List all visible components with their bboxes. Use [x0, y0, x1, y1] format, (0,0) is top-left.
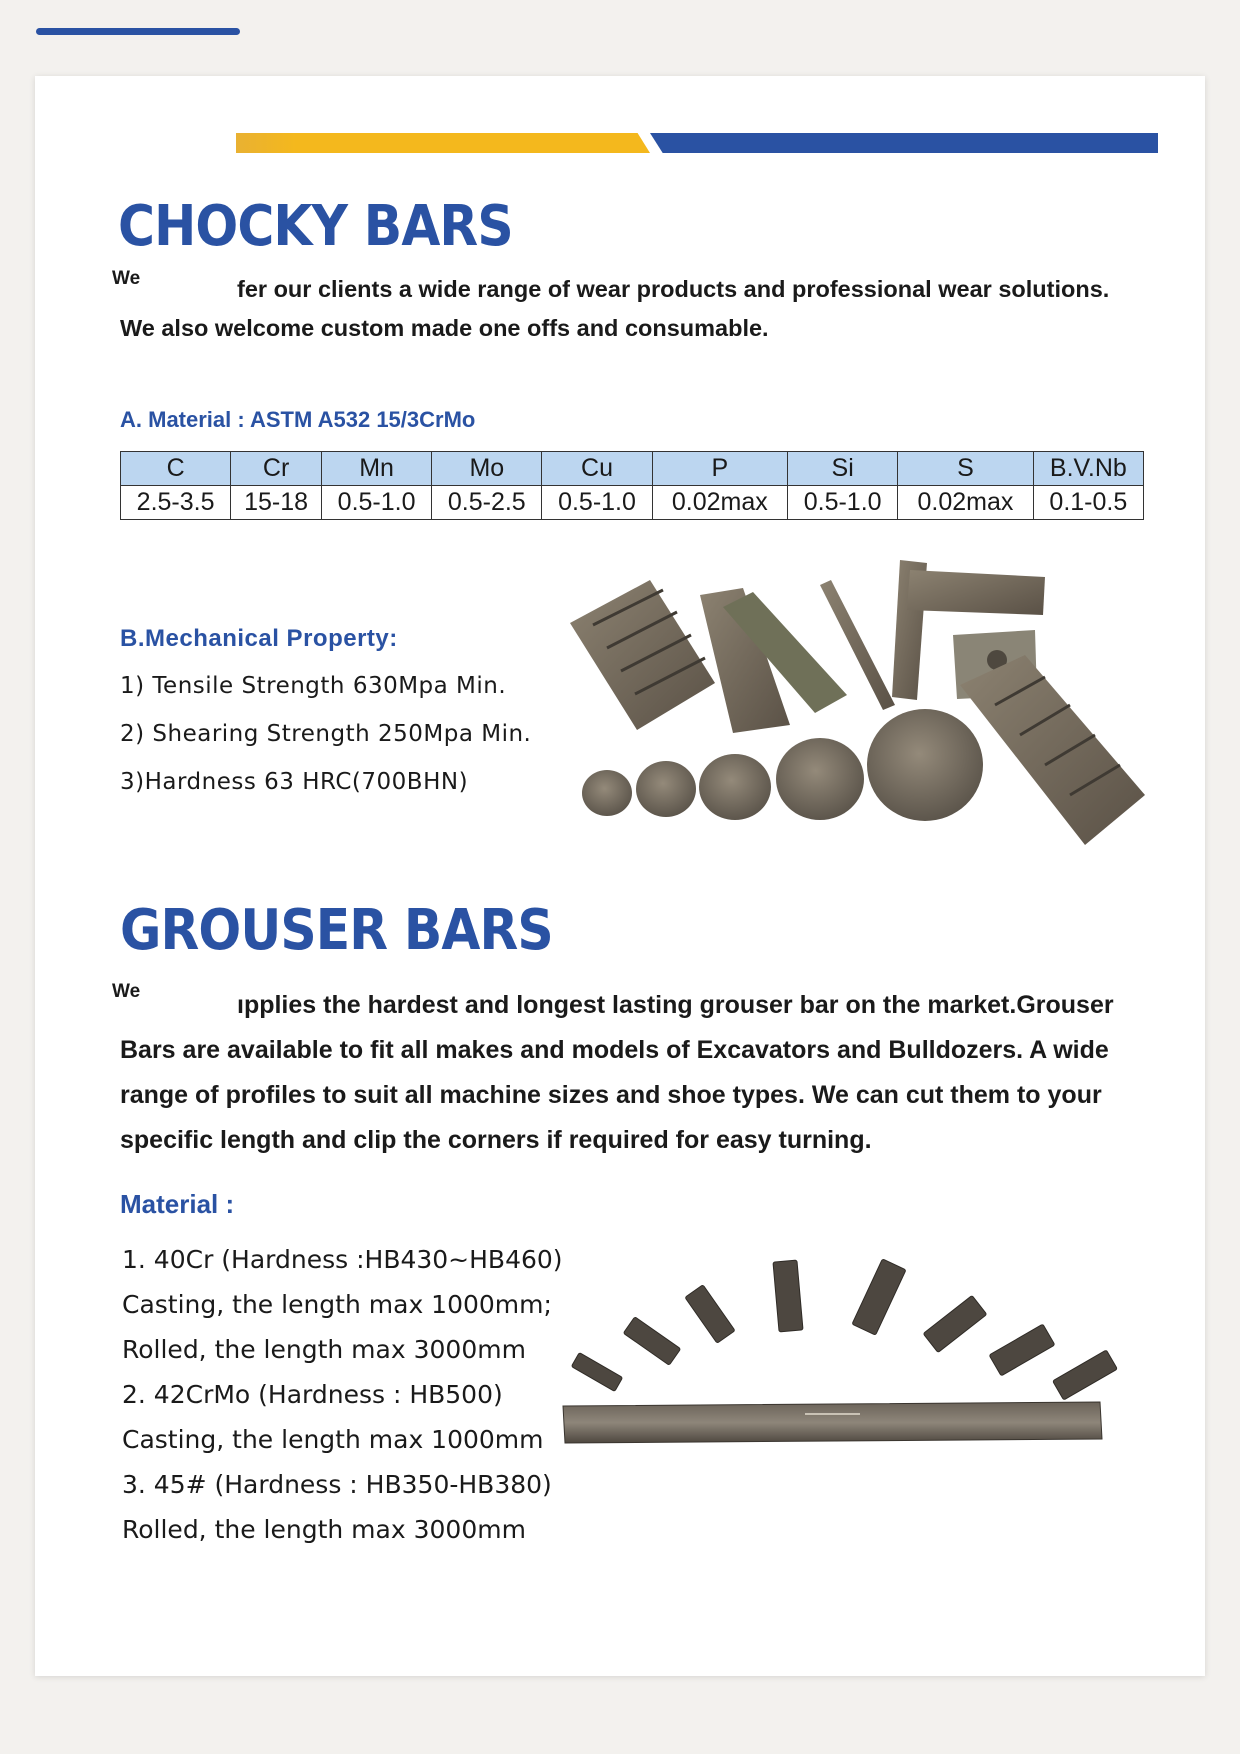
grouser-intro-line: Bars are available to fit all makes and models of Excavators and Bulldozers. A wide: [120, 1036, 1109, 1064]
table-header-cell: Cr: [231, 452, 322, 486]
grouser-material-line: Rolled, the length max 3000mm: [122, 1515, 526, 1544]
table-header-cell: P: [652, 452, 787, 486]
mechanical-property-item: 2) Shearing Strength 250Mpa Min.: [120, 721, 532, 747]
table-header-cell: C: [121, 452, 231, 486]
chocky-intro-we: We: [112, 268, 141, 289]
yellow-stripe: [236, 133, 650, 153]
chocky-intro-line2: We also welcome custom made one offs and consumable.: [120, 315, 769, 341]
composition-header-row: [121, 452, 1144, 486]
table-cell: 0.5-1.0: [542, 486, 652, 520]
table-header-cell: S: [898, 452, 1033, 486]
header-stripe: [236, 133, 1158, 153]
chocky-bars-title: CHOCKY BARS: [118, 194, 513, 259]
table-header-cell: B.V.Nb: [1033, 452, 1143, 486]
table-header-cell: Cu: [542, 452, 652, 486]
grouser-intro-line: range of profiles to suit all machine sizes and shoe types. We can cut them to your: [120, 1081, 1102, 1109]
table-cell: 0.02max: [652, 486, 787, 520]
grouser-material-line: 2. 42CrMo (Hardness : HB500): [122, 1380, 503, 1409]
chocky-bars-product-image: [565, 555, 1150, 855]
grouser-material-line: 3. 45# (Hardness : HB350-HB380): [122, 1470, 552, 1499]
composition-table: [120, 451, 1144, 520]
table-cell: 0.1-0.5: [1033, 486, 1143, 520]
grouser-material-line: 1. 40Cr (Hardness :HB430~HB460): [122, 1245, 563, 1274]
table-cell: 0.02max: [898, 486, 1033, 520]
chocky-material-label: A. Material : ASTM A532 15/3CrMo: [120, 407, 476, 432]
table-cell: 0.5-1.0: [322, 486, 432, 520]
table-cell: 15-18: [231, 486, 322, 520]
top-accent-rule: [36, 28, 240, 35]
mechanical-property-item: 3)Hardness 63 HRC(700BHN): [120, 769, 469, 795]
grouser-intro-we: We: [112, 981, 141, 1002]
yellow-stripe-fade: [236, 133, 296, 153]
mechanical-property-title: B.Mechanical Property:: [120, 625, 398, 652]
mechanical-property-item: 1) Tensile Strength 630Mpa Min.: [120, 673, 507, 699]
table-cell: 0.5-2.5: [432, 486, 542, 520]
table-cell: 2.5-3.5: [121, 486, 231, 520]
table-header-cell: Si: [788, 452, 898, 486]
grouser-material-title: Material :: [120, 1189, 235, 1219]
table-header-cell: Mo: [432, 452, 542, 486]
grouser-intro-line: ıpplies the hardest and longest lasting grouser bar on the market.Grouser: [237, 991, 1114, 1019]
grouser-material-line: Casting, the length max 1000mm;: [122, 1290, 552, 1319]
composition-value-row: [121, 486, 1144, 520]
chocky-intro-line1: fer our clients a wide range of wear products and professional wear solutions.: [237, 276, 1110, 302]
grouser-material-line: Casting, the length max 1000mm: [122, 1425, 544, 1454]
blue-stripe: [650, 133, 1158, 153]
table-header-cell: Mn: [322, 452, 432, 486]
grouser-bars-title: GROUSER BARS: [120, 898, 553, 963]
grouser-material-line: Rolled, the length max 3000mm: [122, 1335, 526, 1364]
grouser-intro-line: specific length and clip the corners if required for easy turning.: [120, 1126, 872, 1154]
grouser-bars-product-image: [560, 1250, 1130, 1450]
table-cell: 0.5-1.0: [788, 486, 898, 520]
